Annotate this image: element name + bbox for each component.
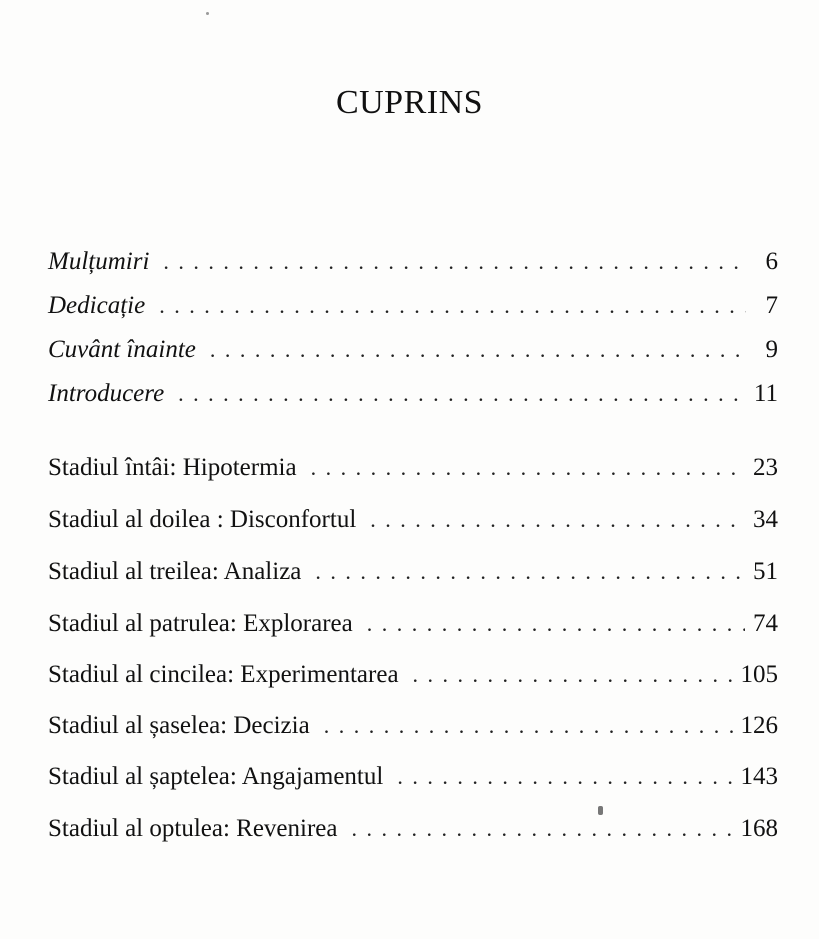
dot-leader [370,507,745,533]
toc-page-number: 23 [753,454,778,481]
toc-entry-label: Stadiul al optulea: Revenirea [48,815,338,842]
toc-page-number: 74 [753,610,778,637]
toc-page-number: 143 [740,763,778,790]
toc-entry-label: Introducere [48,380,165,407]
dot-leader [163,249,746,275]
toc-entry-multumiri[interactable] [48,248,778,276]
toc-entry-dedicatie[interactable] [48,292,778,320]
dot-leader [159,293,746,319]
toc-page-number: 51 [753,558,778,585]
toc-entry-label: Stadiul întâi: Hipotermia [48,454,297,481]
toc-page-number: 9 [765,336,778,363]
dot-leader [352,816,733,842]
toc-entry-label: Stadiul al patrulea: Explorarea [48,610,353,637]
toc-entry-introducere[interactable] [48,380,778,408]
toc-page-number: 7 [765,292,778,319]
toc-page-number: 6 [765,248,778,275]
dot-leader [178,381,746,407]
toc-entry-stadiul-8[interactable] [48,815,778,843]
toc-entry-stadiul-7[interactable] [48,763,778,791]
toc-entry-label: Mulțumiri [48,248,150,275]
toc-entry-label: Stadiul al doilea : Disconfortul [48,506,357,533]
page-title: CUPRINS [335,84,484,121]
toc-entry-label: Stadiul al șaselea: Decizia [48,712,310,739]
toc-page-number: 126 [740,712,778,739]
dot-leader [311,455,745,481]
toc-page-number: 11 [753,380,778,407]
dot-leader [397,764,732,790]
dot-leader [413,662,733,688]
dot-leader [367,611,745,637]
dot-leader [315,559,745,585]
toc-page-number: 168 [740,815,778,842]
toc-entry-stadiul-6[interactable] [48,712,778,740]
scan-speck [206,12,209,15]
toc-entry-label: Dedicație [48,292,146,319]
toc-entry-cuvant-inainte[interactable] [48,336,778,364]
toc-entry-stadiul-2[interactable] [48,506,778,534]
toc-entry-stadiul-1[interactable] [48,454,778,482]
toc-entry-label: Stadiul al cincilea: Experimentarea [48,661,399,688]
toc-page-number: 34 [753,506,778,533]
toc-page-number: 105 [740,661,778,688]
dot-leader [324,713,733,739]
scan-speck [598,806,603,815]
toc-entry-stadiul-4[interactable] [48,610,778,638]
toc-entry-label: Stadiul al șaptelea: Angajamentul [48,763,384,790]
toc-entry-label: Stadiul al treilea: Analiza [48,558,302,585]
dot-leader [210,337,746,363]
toc-entry-stadiul-3[interactable] [48,558,778,586]
toc-entry-label: Cuvânt înainte [48,336,196,363]
toc-entry-stadiul-5[interactable] [48,661,778,689]
